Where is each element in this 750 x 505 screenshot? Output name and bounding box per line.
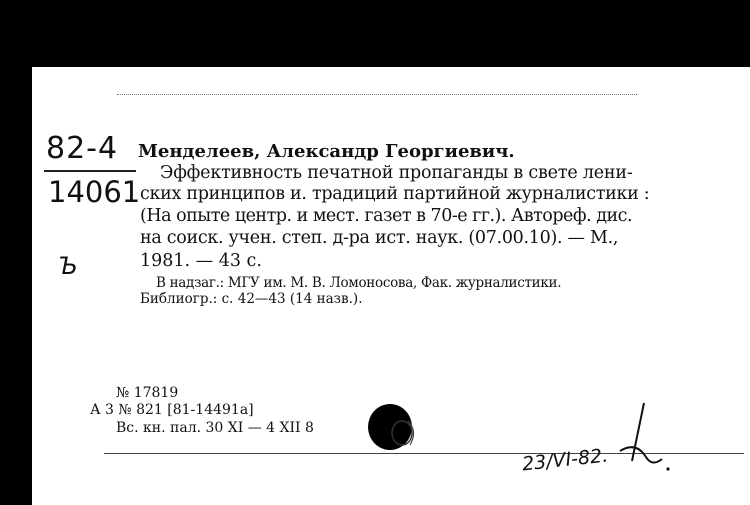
handwritten-date: 23/VI-82. — [521, 444, 610, 476]
note-line-1: В надзаг.: МГУ им. М. В. Ломоносова, Фак. журналистики. — [156, 275, 562, 291]
catalog-card — [32, 67, 750, 505]
call-number-divider — [44, 170, 136, 172]
handwritten-side-mark: Ъ — [58, 252, 78, 280]
ink-blot-stamp — [362, 401, 432, 461]
body-line-1: Эффективность печатной пропаганды в свете лени- — [160, 163, 633, 183]
footer-line-1: № 17819 — [116, 385, 179, 401]
body-line-2: ских принципов и. традиций партийной журналистики : — [140, 184, 650, 204]
body-line-3: (На опыте центр. и мест. газет в 70-е гг.). Автореф. дис. — [140, 206, 633, 226]
call-number-top: 82-4 — [46, 131, 119, 166]
body-line-4: на соиск. учен. степ. д-ра ист. наук. (07.00.10). — М., — [140, 228, 619, 248]
call-number-bottom: 14061 — [48, 175, 141, 209]
footer-line-2: А 3 № 821 [81-14491а] — [90, 402, 254, 418]
top-dotted-rule — [117, 94, 637, 96]
note-line-2: Библиогр.: с. 42—43 (14 назв.). — [140, 291, 363, 307]
body-line-5: 1981. — 43 с. — [140, 251, 262, 271]
handwritten-signature — [612, 401, 672, 476]
author-heading: Менделеев, Александр Георгиевич. — [138, 141, 515, 162]
footer-line-3: Вс. кн. пал. 30 XI — 4 XII 8 — [116, 420, 314, 436]
